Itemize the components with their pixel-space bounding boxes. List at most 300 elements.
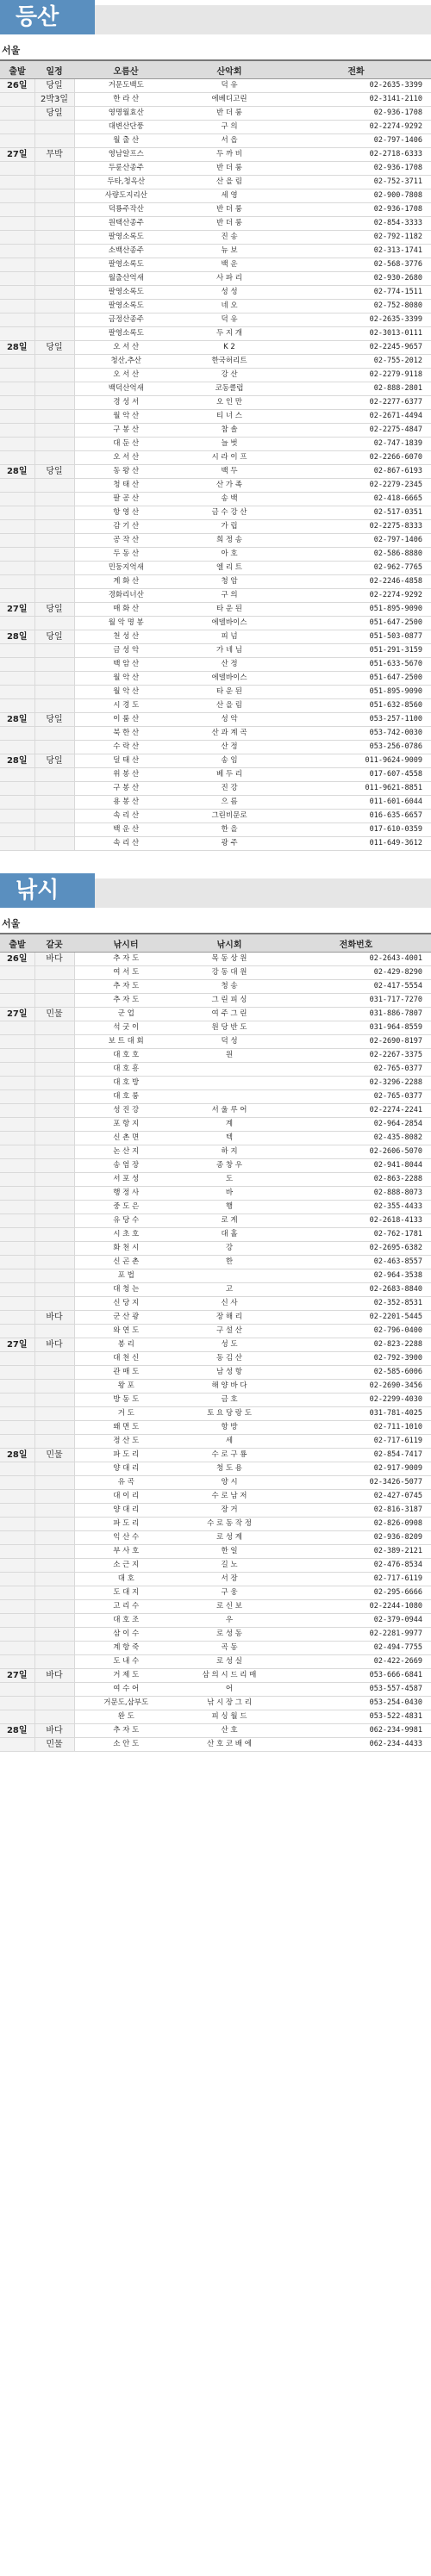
club-cell: 희 정 송	[178, 534, 281, 548]
place-cell: 팔영소록도	[74, 258, 178, 272]
hiking-table	[0, 59, 431, 851]
place-cell: 청 태 산	[74, 479, 178, 493]
table-row	[0, 424, 431, 438]
club-cell: 덕 유	[178, 79, 281, 93]
phone-cell: 02-941-8044	[281, 1159, 431, 1173]
place-cell: 시 경 도	[74, 699, 178, 713]
depart-cell	[0, 1697, 34, 1710]
depart-cell	[0, 258, 34, 272]
depart-cell	[0, 369, 34, 382]
table-row	[0, 1435, 431, 1449]
place-cell: 영명월효산	[74, 107, 178, 121]
phone-cell: 02-2635-3399	[281, 79, 431, 93]
club-cell: 고	[178, 1283, 281, 1297]
phone-cell: 02-964-3538	[281, 1269, 431, 1283]
table-row	[0, 796, 431, 810]
table-row	[0, 768, 431, 782]
club-cell: 오 인 만	[178, 396, 281, 410]
type-cell	[34, 980, 74, 994]
club-cell: 한 일	[178, 1545, 281, 1559]
phone-cell: 02-797-1406	[281, 534, 431, 548]
phone-cell: 02-917-9009	[281, 1462, 431, 1476]
place-cell: 공 작 산	[74, 534, 178, 548]
place-cell: 구 봉 산	[74, 424, 178, 438]
place-cell: 관 매 도	[74, 1366, 178, 1380]
club-cell: 성 도	[178, 1338, 281, 1352]
type-cell	[34, 424, 74, 438]
club-cell: 세	[178, 1435, 281, 1449]
table-row	[0, 1173, 431, 1187]
type-cell	[34, 1518, 74, 1531]
table-row	[0, 1642, 431, 1655]
type-cell	[34, 1049, 74, 1063]
type-cell	[34, 327, 74, 341]
depart-cell	[0, 1352, 34, 1366]
club-cell: 코동클럽	[178, 382, 281, 396]
table-row	[0, 966, 431, 980]
depart-cell	[0, 1214, 34, 1228]
table-row	[0, 686, 431, 699]
place-cell: 군 업	[74, 1008, 178, 1021]
depart-cell: 26일	[0, 953, 34, 966]
table-row	[0, 1669, 431, 1683]
table-row	[0, 823, 431, 837]
phone-cell: 051-647-2500	[281, 617, 431, 630]
depart-cell	[0, 1476, 34, 1490]
club-cell	[178, 1269, 281, 1283]
place-cell: 성 진 강	[74, 1104, 178, 1118]
table-row	[0, 1518, 431, 1531]
phone-cell: 02-854-7417	[281, 1449, 431, 1462]
phone-cell: 062-234-9981	[281, 1724, 431, 1738]
depart-cell	[0, 382, 34, 396]
place-cell: 소 안 도	[74, 1738, 178, 1752]
place-cell: 파 도 리	[74, 1518, 178, 1531]
depart-cell	[0, 300, 34, 313]
type-cell	[34, 994, 74, 1008]
type-cell	[34, 658, 74, 672]
club-cell: 곡 동	[178, 1642, 281, 1655]
club-cell: 산 정	[178, 658, 281, 672]
club-cell: 시 라 이 프	[178, 451, 281, 465]
depart-cell: 27일	[0, 1338, 34, 1352]
table-row	[0, 382, 431, 396]
place-cell: 두륜산종주	[74, 162, 178, 176]
club-cell: 에델바이스	[178, 672, 281, 686]
table-row	[0, 1476, 431, 1490]
table-row	[0, 1063, 431, 1077]
place-cell: 논 산 지	[74, 1145, 178, 1159]
club-cell: 대 홀	[178, 1228, 281, 1242]
place-cell: 대변산단풍	[74, 121, 178, 134]
depart-cell	[0, 699, 34, 713]
phone-cell: 053-742-0030	[281, 727, 431, 741]
table-row	[0, 107, 431, 121]
depart-cell: 28일	[0, 341, 34, 355]
phone-cell: 02-2246-4858	[281, 575, 431, 589]
table-row	[0, 837, 431, 851]
club-cell: 남 성 항	[178, 1366, 281, 1380]
table-row	[0, 782, 431, 796]
table-row	[0, 162, 431, 176]
place-cell: 와 연 도	[74, 1325, 178, 1338]
depart-cell	[0, 1132, 34, 1145]
phone-cell: 062-234-4433	[281, 1738, 431, 1752]
place-cell: 대 호 흥	[74, 1063, 178, 1077]
club-cell: 광 주	[178, 837, 281, 851]
place-cell: 오 서 산	[74, 451, 178, 465]
club-cell: 여 주 그 린	[178, 1008, 281, 1021]
club-cell: 산 호 코 배 에	[178, 1738, 281, 1752]
depart-cell	[0, 506, 34, 520]
type-cell	[34, 1145, 74, 1159]
type-cell	[34, 686, 74, 699]
club-cell: 타 운 된	[178, 603, 281, 617]
club-cell: 성 성	[178, 286, 281, 300]
depart-cell	[0, 1283, 34, 1297]
phone-cell: 02-774-1511	[281, 286, 431, 300]
club-cell: 피 싱 월 드	[178, 1710, 281, 1724]
place-cell: 여 수 어	[74, 1683, 178, 1697]
phone-cell: 02-797-1406	[281, 134, 431, 148]
place-cell: 거 도	[74, 1407, 178, 1421]
place-cell: 군 산 광	[74, 1311, 178, 1325]
depart-cell	[0, 1159, 34, 1173]
table-row	[0, 1077, 431, 1090]
type-cell	[34, 286, 74, 300]
table-row	[0, 189, 431, 203]
club-cell: 백 운	[178, 258, 281, 272]
club-cell: 동 김 산	[178, 1352, 281, 1366]
depart-cell	[0, 994, 34, 1008]
phone-cell: 011-601-6044	[281, 796, 431, 810]
depart-cell	[0, 1394, 34, 1407]
phone-cell: 051-633-5670	[281, 658, 431, 672]
type-cell	[34, 369, 74, 382]
phone-cell: 02-3426-5077	[281, 1476, 431, 1490]
phone-cell: 011-9621-8851	[281, 782, 431, 796]
depart-cell	[0, 823, 34, 837]
column-header: 전화번호	[281, 934, 431, 953]
depart-cell	[0, 768, 34, 782]
table-row	[0, 1242, 431, 1256]
club-cell: 서 읍	[178, 134, 281, 148]
table-row	[0, 272, 431, 286]
place-cell: 신 당 지	[74, 1297, 178, 1311]
type-cell: 당일	[34, 713, 74, 727]
club-cell: 한 을	[178, 823, 281, 837]
depart-cell: 28일	[0, 630, 34, 644]
table-row	[0, 1449, 431, 1462]
club-cell: 참 솔	[178, 424, 281, 438]
place-cell: 서 포 성	[74, 1173, 178, 1187]
phone-cell: 02-863-2288	[281, 1173, 431, 1187]
type-cell	[34, 520, 74, 534]
phone-cell: 051-291-3159	[281, 644, 431, 658]
table-row	[0, 1159, 431, 1173]
place-cell: 도 대 지	[74, 1586, 178, 1600]
type-cell	[34, 1421, 74, 1435]
depart-cell	[0, 231, 34, 245]
phone-cell: 02-854-3333	[281, 217, 431, 231]
type-cell	[34, 1173, 74, 1187]
phone-cell: 02-867-6193	[281, 465, 431, 479]
place-cell: 포 항 지	[74, 1118, 178, 1132]
table-row	[0, 493, 431, 506]
place-cell: 백덕산억새	[74, 382, 178, 396]
club-cell: 베 두 리	[178, 768, 281, 782]
place-cell: 청산,추산	[74, 355, 178, 369]
depart-cell	[0, 1366, 34, 1380]
phone-cell: 053-522-4831	[281, 1710, 431, 1724]
phone-cell: 02-2281-9977	[281, 1628, 431, 1642]
club-cell: 강	[178, 1242, 281, 1256]
phone-cell: 02-389-2121	[281, 1545, 431, 1559]
club-cell: 에델바이스	[178, 617, 281, 630]
depart-cell: 28일	[0, 1724, 34, 1738]
phone-cell: 02-2671-4494	[281, 410, 431, 424]
table-row	[0, 258, 431, 272]
table-row	[0, 1187, 431, 1201]
club-cell: 구 의	[178, 589, 281, 603]
depart-cell	[0, 1242, 34, 1256]
type-cell	[34, 451, 74, 465]
type-cell	[34, 1614, 74, 1628]
table-row	[0, 1338, 431, 1352]
type-cell	[34, 162, 74, 176]
club-cell: 덕 성	[178, 1035, 281, 1049]
phone-cell: 02-422-2669	[281, 1655, 431, 1669]
type-cell	[34, 382, 74, 396]
table-row	[0, 506, 431, 520]
phone-cell: 02-585-6006	[281, 1366, 431, 1380]
section-title-hiking: 등산	[0, 0, 95, 34]
type-cell	[34, 300, 74, 313]
type-cell	[34, 1366, 74, 1380]
place-cell: 대 호 호	[74, 1049, 178, 1063]
place-cell: 대 이 리	[74, 1490, 178, 1504]
phone-cell: 02-752-8080	[281, 300, 431, 313]
phone-cell: 053-256-0786	[281, 741, 431, 754]
club-cell: 뉴 보	[178, 245, 281, 258]
club-cell: 반 더 룽	[178, 203, 281, 217]
type-cell	[34, 741, 74, 754]
table-row	[0, 1683, 431, 1697]
depart-cell	[0, 107, 34, 121]
depart-cell	[0, 493, 34, 506]
column-header: 낚시터	[74, 934, 178, 953]
table-row	[0, 1228, 431, 1242]
table-row	[0, 699, 431, 713]
phone-cell: 02-792-3900	[281, 1352, 431, 1366]
phone-cell: 02-765-0377	[281, 1063, 431, 1077]
place-cell: 보 트 대 회	[74, 1035, 178, 1049]
place-cell: 경화리너산	[74, 589, 178, 603]
club-cell: 하 지	[178, 1145, 281, 1159]
phone-cell: 02-313-1741	[281, 245, 431, 258]
phone-cell: 02-352-8531	[281, 1297, 431, 1311]
depart-cell	[0, 1228, 34, 1242]
phone-cell: 031-964-8559	[281, 1021, 431, 1035]
column-header: 갈곳	[34, 934, 74, 953]
place-cell: 매 화 산	[74, 603, 178, 617]
type-cell: 바다	[34, 1724, 74, 1738]
table-row	[0, 465, 431, 479]
place-cell: 대 호 방	[74, 1077, 178, 1090]
depart-cell	[0, 1462, 34, 1476]
place-cell: 행 정 사	[74, 1187, 178, 1201]
table-row	[0, 1049, 431, 1063]
table-row	[0, 644, 431, 658]
club-cell: 금 수 강 산	[178, 506, 281, 520]
place-cell: 대 청 는	[74, 1283, 178, 1297]
type-cell	[34, 1352, 74, 1366]
type-cell	[34, 1283, 74, 1297]
club-cell: 두 지 개	[178, 327, 281, 341]
table-row	[0, 217, 431, 231]
table-row	[0, 1573, 431, 1586]
phone-cell: 02-2274-9292	[281, 589, 431, 603]
club-cell: 산 과 계 곡	[178, 727, 281, 741]
club-cell: 텍	[178, 1132, 281, 1145]
table-row	[0, 575, 431, 589]
table-row	[0, 93, 431, 107]
depart-cell: 27일	[0, 148, 34, 162]
table-row	[0, 245, 431, 258]
phone-cell: 02-2275-8333	[281, 520, 431, 534]
club-cell: 반 더 룽	[178, 217, 281, 231]
type-cell	[34, 562, 74, 575]
place-cell: 월출산억새	[74, 272, 178, 286]
table-row	[0, 313, 431, 327]
depart-cell	[0, 1077, 34, 1090]
club-cell: 종 창 우	[178, 1159, 281, 1173]
table-row	[0, 672, 431, 686]
depart-cell	[0, 1531, 34, 1545]
place-cell: 고 리 수	[74, 1600, 178, 1614]
place-cell: 대 천 신	[74, 1352, 178, 1366]
club-cell: 한	[178, 1256, 281, 1269]
type-cell	[34, 1077, 74, 1090]
place-cell: 정 산 도	[74, 1435, 178, 1449]
place-cell: 계 화 산	[74, 575, 178, 589]
depart-cell	[0, 424, 34, 438]
club-cell: 산 가 족	[178, 479, 281, 493]
table-row	[0, 1118, 431, 1132]
type-cell	[34, 1090, 74, 1104]
type-cell	[34, 1297, 74, 1311]
phone-cell: 053-666-6841	[281, 1669, 431, 1683]
depart-cell	[0, 272, 34, 286]
club-cell: 산 을 림	[178, 176, 281, 189]
phone-cell: 031-886-7807	[281, 1008, 431, 1021]
club-cell: 송 임	[178, 754, 281, 768]
depart-cell	[0, 589, 34, 603]
table-row	[0, 1352, 431, 1366]
table-row	[0, 1214, 431, 1228]
type-cell	[34, 534, 74, 548]
type-cell	[34, 1683, 74, 1697]
place-cell: 대 둔 산	[74, 438, 178, 451]
place-cell: 왜 면 도	[74, 1421, 178, 1435]
club-cell: 세 영	[178, 189, 281, 203]
club-cell: 가 립	[178, 520, 281, 534]
phone-cell: 02-355-4433	[281, 1201, 431, 1214]
type-cell	[34, 548, 74, 562]
type-cell	[34, 823, 74, 837]
depart-cell	[0, 1407, 34, 1421]
type-cell: 당일	[34, 79, 74, 93]
depart-cell	[0, 451, 34, 465]
table-row	[0, 231, 431, 245]
table-row	[0, 1104, 431, 1118]
depart-cell: 27일	[0, 603, 34, 617]
place-cell: 방 동 도	[74, 1394, 178, 1407]
phone-cell: 02-2643-4001	[281, 953, 431, 966]
place-cell: 화 천 시	[74, 1242, 178, 1256]
phone-cell: 02-2279-9118	[281, 369, 431, 382]
phone-cell: 053-254-0430	[281, 1697, 431, 1710]
depart-cell	[0, 1035, 34, 1049]
club-cell: 장 거	[178, 1504, 281, 1518]
type-cell: 무박	[34, 148, 74, 162]
place-cell: 두 동 산	[74, 548, 178, 562]
place-cell: 금 성 악	[74, 644, 178, 658]
type-cell: 민물	[34, 1008, 74, 1021]
club-cell: 산 정	[178, 741, 281, 754]
depart-cell	[0, 1545, 34, 1559]
type-cell	[34, 1242, 74, 1256]
place-cell: 구 봉 산	[74, 782, 178, 796]
club-cell: 아 호	[178, 548, 281, 562]
place-cell: 계 항 죽	[74, 1642, 178, 1655]
column-header: 일정	[34, 60, 74, 79]
club-cell: 삼 의 시 드 리 매	[178, 1669, 281, 1683]
club-cell: 강 산	[178, 369, 281, 382]
table-row	[0, 1586, 431, 1600]
section-header-hiking	[0, 0, 431, 38]
phone-cell: 02-765-0377	[281, 1090, 431, 1104]
club-cell	[178, 1090, 281, 1104]
depart-cell	[0, 1145, 34, 1159]
depart-cell	[0, 217, 34, 231]
club-cell: 피 넘	[178, 630, 281, 644]
place-cell: 유 곡	[74, 1476, 178, 1490]
depart-cell: 27일	[0, 1008, 34, 1021]
place-cell: 추 자 도	[74, 953, 178, 966]
phone-cell: 02-2683-8840	[281, 1283, 431, 1297]
depart-cell	[0, 1683, 34, 1697]
phone-cell: 02-936-1708	[281, 107, 431, 121]
table-row	[0, 1201, 431, 1214]
depart-cell	[0, 1173, 34, 1187]
club-cell: 송 백	[178, 493, 281, 506]
phone-cell: 017-607-4558	[281, 768, 431, 782]
table-row	[0, 148, 431, 162]
place-cell: 거 제 도	[74, 1669, 178, 1683]
place-cell: 완 도	[74, 1710, 178, 1724]
table-row	[0, 286, 431, 300]
phone-cell: 02-2201-5445	[281, 1311, 431, 1325]
place-cell: 팔영소록도	[74, 327, 178, 341]
depart-cell	[0, 1201, 34, 1214]
place-cell: 한 라 산	[74, 93, 178, 107]
club-cell: 로 게	[178, 1214, 281, 1228]
phone-cell: 02-494-7755	[281, 1642, 431, 1655]
place-cell: 팔영소록도	[74, 286, 178, 300]
depart-cell	[0, 575, 34, 589]
type-cell	[34, 1710, 74, 1724]
